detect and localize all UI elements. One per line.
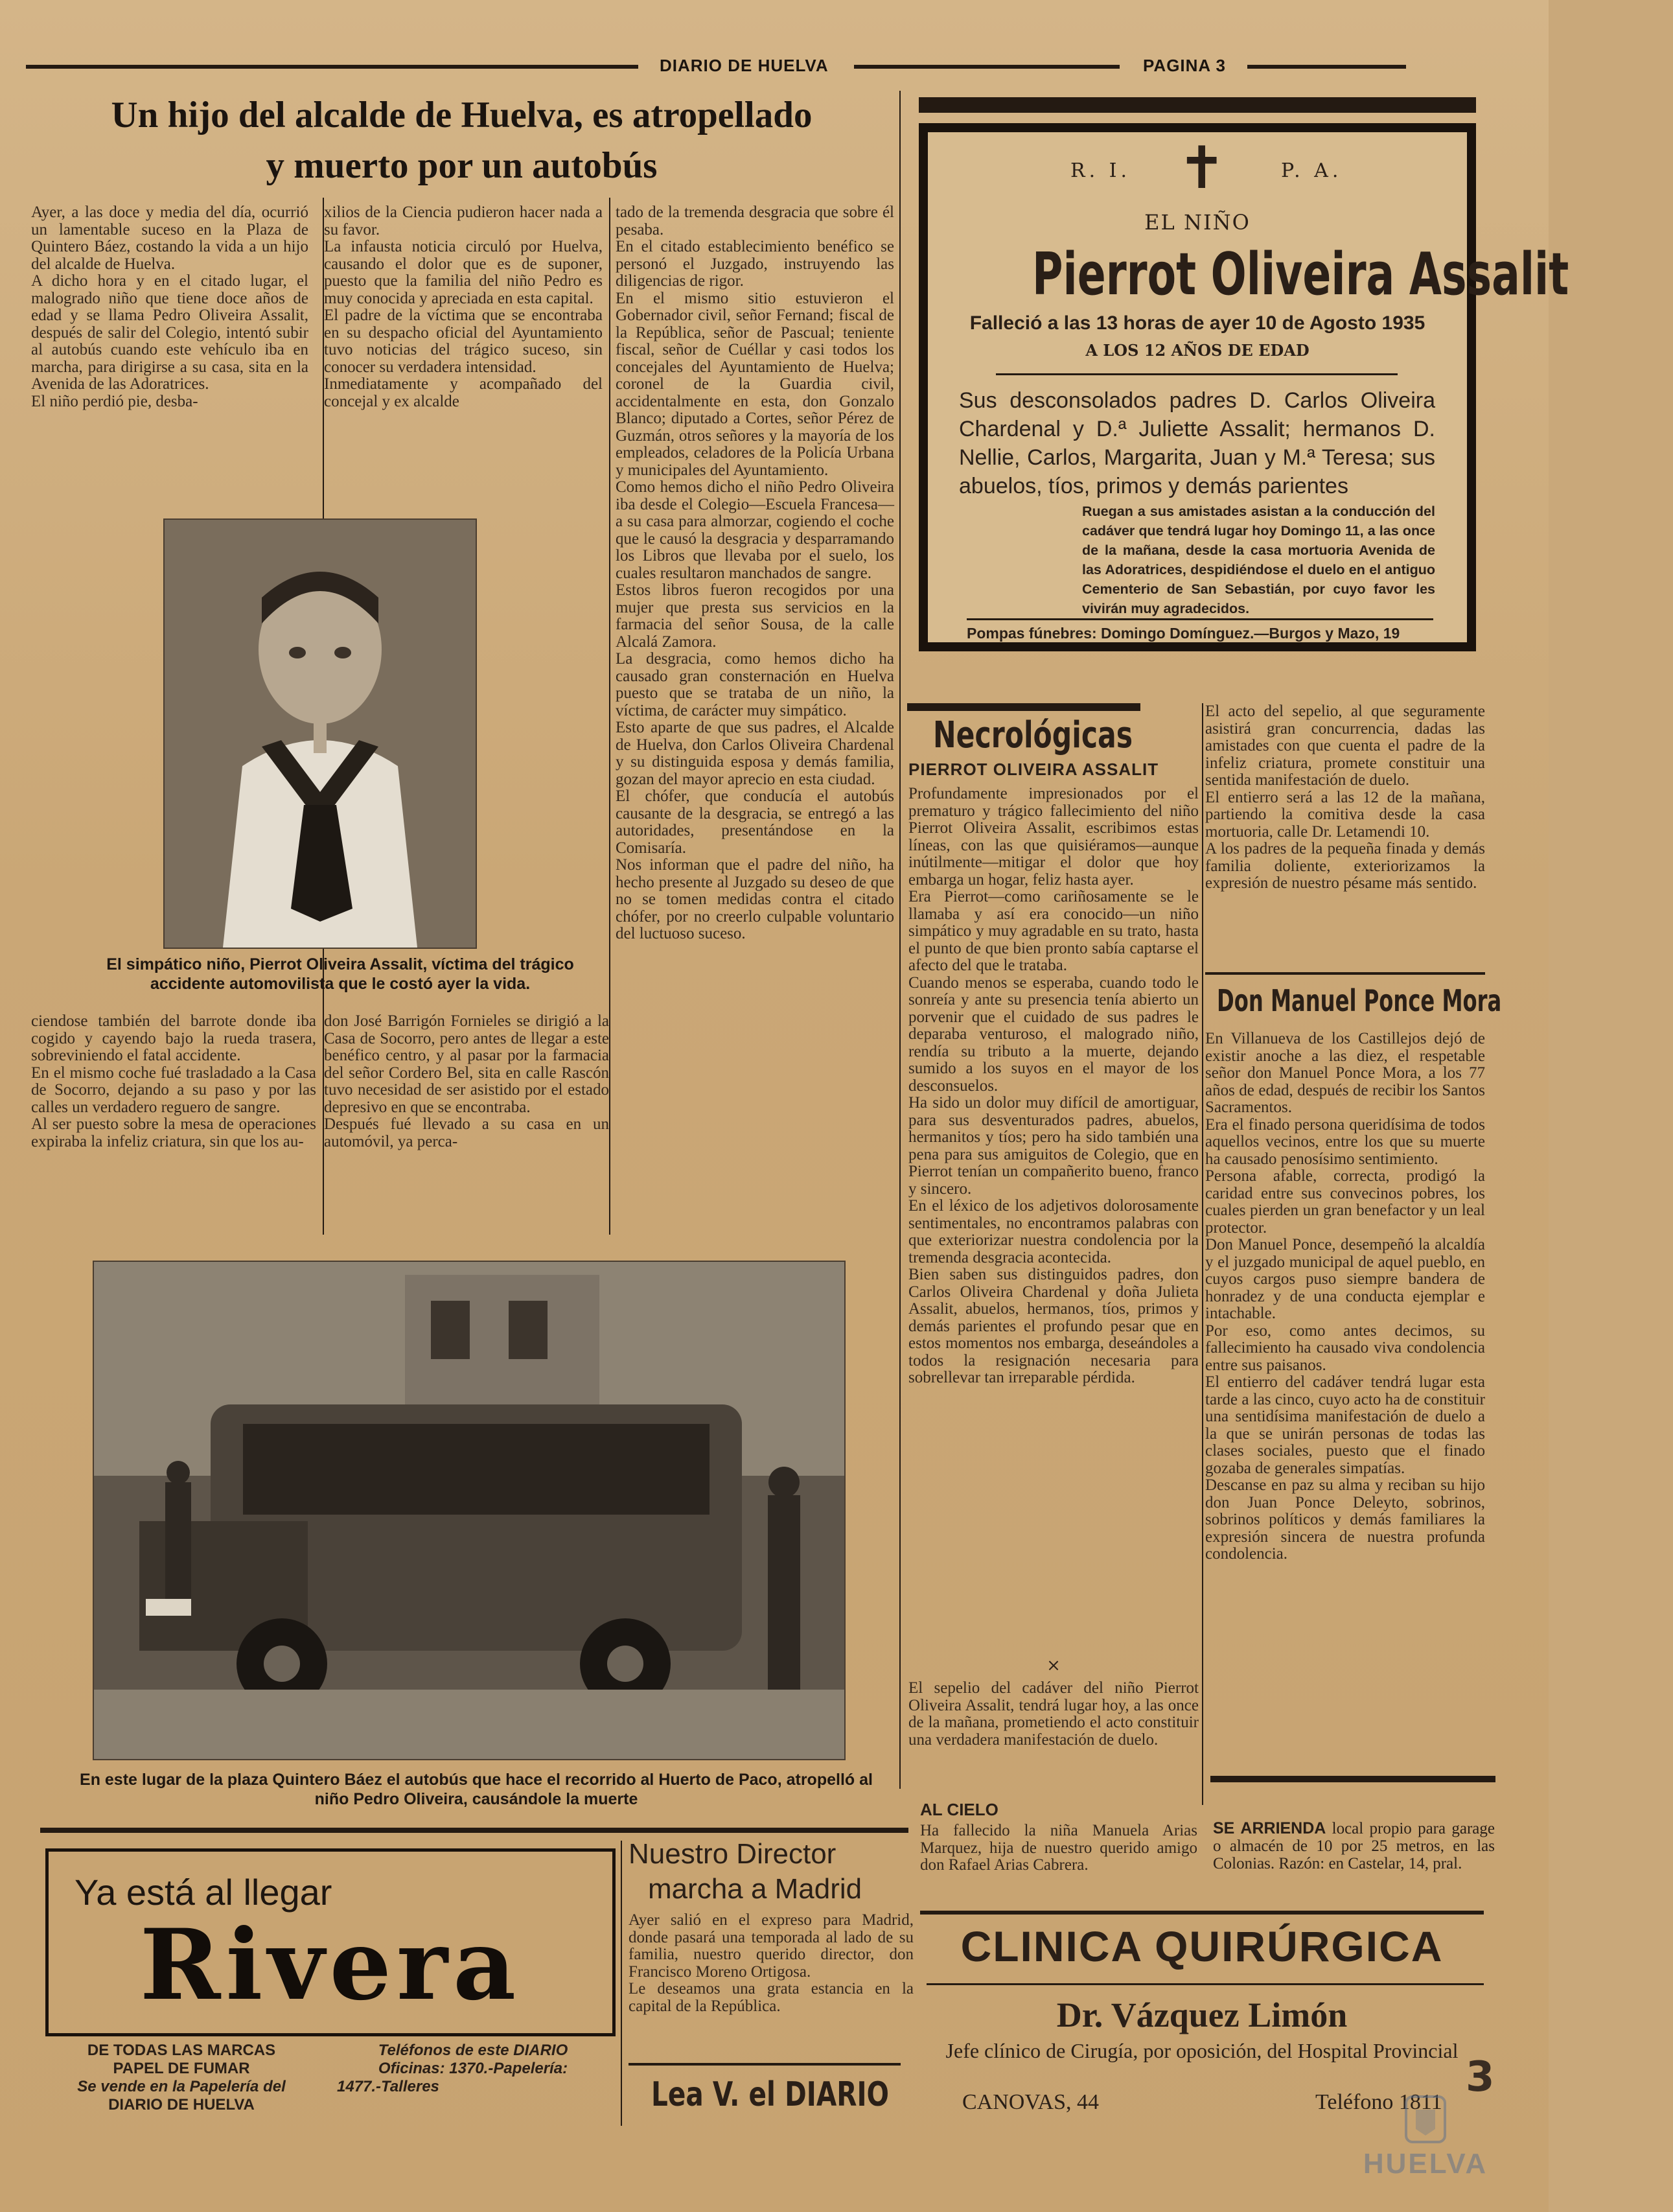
obituary-bottom-divider [967,618,1433,620]
necrologicas-col-rule [1202,703,1203,1805]
director-text: Ayer salió en el expreso para Madrid, donde pasará una temporada al lado de su familia, nuestro querido director, don Francisco Moreno Ortigosa. Le deseamos una grata estancia en la capital de la República. [629,1911,914,2015]
rivera-ad-line1: Ya está al llegar [75,1872,332,1913]
ponce-top-rule [1205,972,1485,975]
rivera-ad-left-1: DE TODAS LAS MARCAS [87,2042,276,2059]
clinica-rule [927,1983,1484,1985]
boy-portrait-illustration [165,520,476,948]
bus-scene-illustration [94,1262,844,1759]
necrologicas-subtitle: PIERROT OLIVEIRA ASSALIT [908,760,1159,779]
article-col1-top: Ayer, a las doce y media del día, ocurrió un lamentable suceso en la Plaza de Quintero Báez, costando la vida a un hijo del alcalde de Huelva. A dicho hora y en el citado lugar, el malogrado niño que tiene doce años de edad y se llama Pedro Oliveira Assalit, después de salir del Colegio, intentó subir al autobús cuando este vehículo iba en marcha, para dirigirse a su casa, sita en la Avenida de las Adoratrices. El niño perdió pie, desba- [31,204,308,410]
ponce-title-text: Don Manuel Ponce Mora [1217,983,1502,1018]
obituary-rip-left: R. I. [1070,159,1131,182]
obituary-family: Sus desconsolados padres D. Carlos Oliveira Chardenal y D.ª Juliette Assalit; hermanos D. Nellie, Carlos, Margarita, Juan y M.ª Teresa; sus abuelos, tíos, primos y demás parientes [959,388,1435,498]
bus-scene-photo [93,1261,846,1760]
obituary-name [928,239,1569,310]
obituary-rip-right: P. A. [1281,159,1343,182]
bus-photo-caption: En este lugar de la plaza Quintero Báez el autobús que hace el recorrido al Huerto de Paco, atropelló al niño Pedro Oliveira, causándole la muerte [80,1771,873,1808]
bottom-section-rule [40,1828,908,1833]
clinica-desc: Jefe clínico de Cirugía, por oposición, del Hospital Provincial [945,2039,1459,2062]
column-rule-main-right [899,91,901,1789]
obituary-top-rule [919,97,1476,113]
boy-portrait-photo [163,518,477,949]
main-headline-line1: Un hijo del alcalde de Huelva, es atropellado [111,95,813,135]
column-rule-2 [609,198,610,1235]
page-digit: 3 [1466,2053,1495,2101]
al-cielo-title: AL CIELO [920,1800,998,1819]
header-rule-right [1247,65,1406,69]
rivera-ad-left-3: Se vende en la Papelería del [77,2078,286,2095]
article-col2-top: xilios de la Ciencia pudieron hacer nada a su favor. La infausta noticia circuló por Huelva, causando el dolor que es de suponer, puesto que la familia del niño Pedro es muy conocida y apreciada en esta capital. El padre de la víctima que se encontraba en su despacho oficial del Ayuntamiento tuvo noticias del trágico suceso, sin conocer su verdadera intensidad. Inmediatamente y acompañado del concejal y ex alcalde [324,204,603,410]
al-cielo-text: Ha fallecido la niña Manuela Arias Marquez, hija de nuestro querido amigo don Rafael Arias Cabrera. [920,1822,1197,1874]
necrologicas-col-b: El acto del sepelio, al que seguramente asistirá gran concurrencia, dadas las amistades con que cuenta el padre de la infeliz criatura, promete constituir una sentida manifestación de duelo. El entierro será a las 12 de la mañana, partiendo la comitiva desde la casa mortuoria, calle Dr. Letamendi 10. A los padres de la pequeña finada y demás familia doliente, exteriorizamos la expresión de nuestro pésame más sentido. [1205,703,1485,892]
obituary-age: A LOS 12 AÑOS DE EDAD [1085,341,1310,360]
director-title-2: marcha a Madrid [648,1873,862,1905]
archive-watermark [1361,2093,1490,2184]
arrienda-top-rule [1210,1776,1495,1782]
ponce-text: En Villanueva de los Castillejos dejó de existir anoche a las diez, el respetable señor don Manuel Ponce Mora, a los 77 años de edad, después de recibir los Santos Sacramentos. Era el finado persona queridísima de todos aquellos vecinos, entre los que su muerte ha causado penosísimo sentimiento. Persona afable, correcta, prodigó la caridad entre sus convecinos pobres, los cuales pierden un gran benefactor y un leal protector. Don Manuel Ponce, desempeñó la alcaldía y el juzgado municipal de aquel pueblo, en cuyos cargos puso siempre bandera de honradez y de una conducta ejemplar e intachable. Por eso, como antes decimos, su fallecimiento ha causado viva condolencia entre sus paisanos. El entierro del cadáver tendrá lugar esta tarde a las cinco, cuyo acto ha de constituir una sentidísima manifestación de duelo a la que se unirán personas de todas las clases sociales, puesto que el finado gozaba de generales simpatías. Descanse en paz su alma y reciban su hijo don Juan Ponce Deleyto, sobrinos, sobrinos políticos y demás familiares la expresión sincera de nuestra profunda condolencia. [1205,1030,1485,1563]
article-col1-mid: ciendose también del barrote donde iba cogido y cayendo bajo la rueda trasera, sobreviniendo el fatal accidente. En el mismo coche fué trasladado a la Casa de Socorro, dejando a su paso y por las calles un verdadero reguero de sangre. Al ser puesto sobre la mesa de operaciones expiraba la infeliz criatura, sin que los au- [31,1012,316,1150]
lea-el-diario [651,2074,956,2115]
rivera-column-rule [621,1841,622,2126]
rivera-ad-left-4: DIARIO DE HUELVA [108,2096,255,2113]
page-number: PAGINA 3 [1143,56,1226,75]
rivera-ad-right-1: Teléfonos de este DIARIO [378,2042,568,2059]
necrologicas-separator: × [1046,1656,1061,1675]
clinica-doctor: Dr. Vázquez Limón [1056,1996,1348,2034]
main-headline-line2: y muerto por un autobús [266,145,658,186]
director-title-1: Nuestro Director [629,1838,836,1870]
obituary-divider [996,373,1398,375]
rivera-ad-left-2: PAPEL DE FUMAR [113,2060,250,2077]
rivera-ad-box [45,1848,616,2036]
necrologicas-title-text: Necrológicas [933,714,1133,756]
article-col2-mid: don José Barrigón Fornieles se dirigió a la Casa de Socorro, pero antes de llegar a este benéfico centro, y al pasar por la farmacia del señor Cordero Bel, sita en calle Rascón tuvo necesidad de ser asistido por el estado depresivo en que se encontraba. Después fué llevado a su casa en un automóvil, ya perca- [324,1012,609,1150]
obituary-funeral: Pompas fúnebres: Domingo Domínguez.—Burgos y Mazo, 19 [967,625,1400,642]
rivera-ad-right-3: 1477.-Talleres [337,2078,439,2095]
rivera-ad-right-2: Oficinas: 1370.-Papelería: [378,2060,568,2077]
boy-photo-caption: El simpático niño, Pierrot Oliveira Assalit, víctima del trágico accidente automovilista que le costó ayer la vida. [106,955,574,993]
clinica-title: CLINICA QUIRÚRGICA [960,1922,1444,1970]
director-bottom-rule [629,2063,901,2066]
clinica-phone: Teléfono 1811 [1315,2090,1442,2114]
obituary-died: Falleció a las 13 horas de ayer 10 de Agosto 1935 [969,312,1425,334]
necrologicas-col-a-end: El sepelio del cadáver del niño Pierrot Oliveira Assalit, tendrá lugar hoy, a las once de la mañana, prometiendo el acto constituir una verdadera manifestación de duelo. [908,1679,1199,1749]
obituary-request: Ruegan a sus amistades asistan a la conducción del cadáver que tendrá lugar hoy Domingo 11, a las once de la mañana, desde la casa mortuoria Avenida de las Adoratrices, despidiéndose el duelo en el antiguo Cementerio de San Sebastián, por cuyo favor les vivirán muy agradecidos. [1082,504,1435,616]
header-rule-mid [854,65,1120,69]
clinica-address: CANOVAS, 44 [962,2090,1099,2114]
obituary-name-text: Pierrot Oliveira Assalit [1032,240,1569,309]
arrienda-lead: SE ARRIENDA [1213,1819,1326,1837]
lea-el-diario-text: Lea V. el DIARIO [651,2075,890,2114]
newspaper-name: DIARIO DE HUELVA [660,56,829,75]
arrienda-text [1213,1820,1495,1872]
rivera-ad-right [330,2042,616,2096]
obituary-box [919,123,1569,651]
ponce-title [1217,980,1624,1021]
bottom-section-rule-right [920,1911,1484,1915]
necrologicas-top-rule [907,703,1140,711]
archive-watermark-text: HUELVA [1363,2148,1488,2180]
rivera-ad-brand: Rivera [139,1908,522,2022]
arrienda-body: local propio para garage o almacén de 10 por 25 metros, en las Colonias. Razón: en Castelar, 14, pral. [1213,1820,1495,1872]
article-col3: tado de la tremenda desgracia que sobre él pesaba. En el citado establecimiento benéfico se personó el Juzgado, instruyendo las diligencias de rigor. En el mismo sitio estuvieron el Gobernador civil, señor Fernand; fiscal de la República, señor de Pascual; teniente fiscal, señor de Cuéllar y casi todos los concejales del Ayuntamiento de Huelva; coronel de la Guardia civil, accidentalmente en esta, don Gonzalo Blanco; diputado a Cortes, señor Pérez de Guzmán, otros señores y la mayoría de los empleados, celadores de la Policía Urbana y municipales del Ayuntamiento. Como hemos dicho el niño Pedro Oliveira iba desde el Colegio—Escuela Francesa—a su casa para almorzar, cogiendo el coche que le causó la desgracia y desparramando los Libros que llevaba por el suelo, los cuales resultaron manchados de sangre. Estos libros fueron recogidos por una mujer que presta sus servicios en la farmacia del señor Sousa, de la calle Alcalá Zamora. La desgracia, como hemos dicho ha causado gran consternación en Huelva puesto que se trataba de un niño, la víctima, de carácter muy simpático. Esto aparte de que sus padres, el Alcalde de Huelva, don Carlos Oliveira Chardenal y su distinguida esposa y demás familia, gozan del mayor aprecio en esta ciudad. El chófer, que conducía el autobús causante de la desgracia, se entregó a las autoridades, presentándose en la Comisaría. Nos informan que el padre del niño, ha hecho presente al Juzgado su deseo de que no se tomen medidas contra el citado chófer, por no creerlo culpable voluntario del luctuoso suceso. [616,204,894,942]
rivera-ad-left [39,2042,324,2114]
necrologicas-col-a: Profundamente impresionados por el prematuro y trágico fallecimiento del niño Pierrot Oliveira Assalit, escribimos estas líneas, con las que quisiéramos—aunque inútilmente—mitigar el dolor que hoy embarga un hogar, feliz hasta ayer. Era Pierrot—como cariñosamente se le llamaba y así era conocido—un niño simpático y muy agradable en su trato, hasta el punto de que bien pronto sabía captarse el afecto del que le trataba. Cuando menos se esperaba, cuando todo le sonreía y ante su presencia tenía abierto un porvenir que el cuidado de sus padres le deparaba venturoso, el malogrado niño, rendía su tributo a la muerte, dejando sumido a los suyos en el mayor de los desconsuelos. Ha sido un dolor muy difícil de amortiguar, para sus desventurados padres, abuelos, hermanitos y tíos; pero ha sido también una pena para sus amiguitos de Colegio, que en Pierrot tenían un compañerito bueno, franco y sincero. En el léxico de los adjetivos dolorosamente sentimentales, no encontramos palabras con que exteriorizar nuestra condolencia por la tremenda desgracia acontecida. Bien saben sus distinguidos padres, don Carlos Oliveira Chardenal y doña Julieta Assalit, abuelos, hermanos, tíos, primos y demás parientes el profundo pesar que en estos momentos nos embarga, deseándoles a todos la resignación necesaria para sobrellevar tan irreparable pérdida. [908,785,1199,1386]
obituary-el-nino: EL NIÑO [1144,210,1251,235]
cross-icon: ✝ [1177,134,1227,202]
header-rule-left [26,65,638,69]
necrologicas-title [933,714,1195,757]
